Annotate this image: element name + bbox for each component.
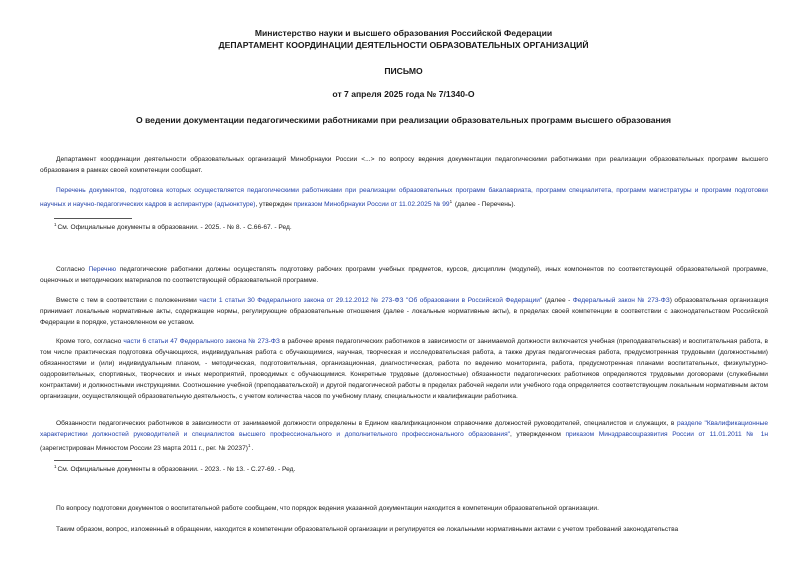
document-subject: О ведении документации педагогическими работниками при реализации образовательных программ высшего образования [135,115,672,125]
paragraph-educational-work: По вопросу подготовки документов о воспитательной работе сообщаем, что порядок ведения указанной документации находится в компетенции образовательной организации. [56,505,599,512]
paragraph-intro: Департамент координации деятельности образовательных организаций Минобрнауки России <...> по вопросу ведения документации педагогическими работниками при реализации образовательных программ высшего образования в рамках своей компетенции сообщает. [40,156,768,174]
footnote-marker[interactable]: 1 [247,443,251,448]
department-title: ДЕПАРТАМЕНТ КООРДИНАЦИИ ДЕЯТЕЛЬНОСТИ ОБРАЗОВАТЕЛЬНЫХ ОРГАНИЗАЦИЙ [218,40,589,50]
link-law-article-30[interactable]: части 1 статьи 30 Федерального закона от 29.12.2012 № 273-ФЗ "Об образовании в Российской Федерации" [199,297,543,304]
footnote-divider [54,218,132,219]
footnote-2: $^1$См. Официальные документы в образовании. - 2023. - № 13. - С.27-69. - Ред. [54,464,296,474]
paragraph-local-acts: Вместе с тем в соответствии с положениями части 1 статьи 30 Федерального закона от 29.12.2012 № 273-ФЗ "Об образовании в Российской Федерации" (далее - Федеральный закон № 273-ФЗ) образовательная организация принимает локальные нормативные акты, содержащие нормы, регулирующие образовательные отношения (далее - локальные нормативные акты), в пределах своей компетенции в соответствии с законодательством Российской Федерации в порядке, установленном ее уставом. [40,297,769,326]
link-list[interactable]: Перечню [88,266,117,273]
document-type: ПИСЬМО [384,66,423,76]
paragraph-duties-handbook: Обязанности педагогических работников в зависимости от занимаемой должности определены в Едином квалификационном справочнике должностей руководителей, специалистов и служащих, в разделе "Квалификационные характеристики должностей руководителей и специалистов высшего профессионального и дополнительного профессионального образования", утвержденном приказом Минздравсоцразвития России от 11.01.2011 № 1н (зарегистрирован Минюстом России 23 марта 2011 г., рег. № 20237)$^1$. [40,420,768,453]
paragraph-working-time: Кроме того, согласно части 6 статьи 47 Федерального закона № 273-ФЗ в рабочее время педагогических работников в зависимости от занимаемой должности включается учебная (преподавательская) и воспитательная работа, в том числе практическая подготовка обучающихся, индивидуальная работа с обучающимися, научная, творческая и исследовательская работа, а также другая педагогическая работа, предусмотренная трудовыми (должностными) обязанностями и (или) индивидуальным планом, - методическая, подготовительная, организационная, диагностическая, работа по ведению мониторинга, работа, предусмотренная планами воспитательных, физкультурно-оздоровительных, спортивных, творческих и иных мероприятий, проводимых с обучающимися. Конкретные трудовые (должностные) обязанности педагогических работников определяются трудовыми договорами (служебными контрактами) и должностными инструкциями. Соотношение учебной (преподавательской) и другой педагогической работы в пределах рабочей недели или учебного года определяется соответствующим локальным нормативным актом организации, осуществляющей образовательную деятельность, с учетом количества часов по учебному плану, специальности и квалификации работника. [40,338,768,400]
link-order-99[interactable]: приказом Минобрнауки России от 11.02.2025 № 99 [293,201,450,209]
footnote-1: $^1$См. Официальные документы в образовании. - 2025. - № 8. - С.66-67. - Ред. [54,222,292,232]
footnote-divider [54,460,132,461]
link-law-article-47[interactable]: части 6 статьи 47 Федерального закона № 273-ФЗ [123,338,280,345]
paragraph-list-duties: Согласно Перечню педагогические работники должны осуществлять подготовку рабочих программ учебных предметов, курсов, дисциплин (модулей), иных компонентов по соответствующей образовательной программе, оценочных и методических материалов по соответствующей образовательной программе. [40,266,768,284]
link-order-1n[interactable]: приказом Минздравсоцразвития России от 11.01.2011 № 1н [565,431,768,438]
document-date-number: от 7 апреля 2025 года № 7/1340-О [332,89,475,99]
ministry-title: Министерство науки и высшего образования Российской Федерации [254,28,553,38]
link-law-273[interactable]: Федеральный закон № 273-ФЗ [572,297,670,304]
paragraph-conclusion: Таким образом, вопрос, изложенный в обращении, находится в компетенции образовательной организации и регулируется ее локальными нормативными актами с учетом требований законодательства [56,526,679,533]
paragraph-list-reference: Перечень документов, подготовка которых осуществляется педагогическими работниками при реализации образовательных программ бакалавриата, программ специалитета, программ магистратуры и программ подготовки научных и научно-педагогических кадров в аспирантуре (адъюнктуре), утвержден приказом Минобрнауки России от 11.02.2025 № $99^1$ (далее - Перечень). [40,187,768,209]
link-document-list[interactable]: Перечень документов, подготовка которых осуществляется педагогическими работниками при реализации образовательных программ бакалавриата, программ специалитета, программ магистратуры и программ подготовки научных и научно-педагогических кадров в аспирантуре (адъюнктуре) [40,187,768,209]
footnote-marker[interactable]: 1 [449,199,453,204]
link-qualification-section[interactable]: разделе "Квалификационные характеристики должностей руководителей и специалистов высшего профессионального и дополнительного профессионального образования" [40,420,768,438]
